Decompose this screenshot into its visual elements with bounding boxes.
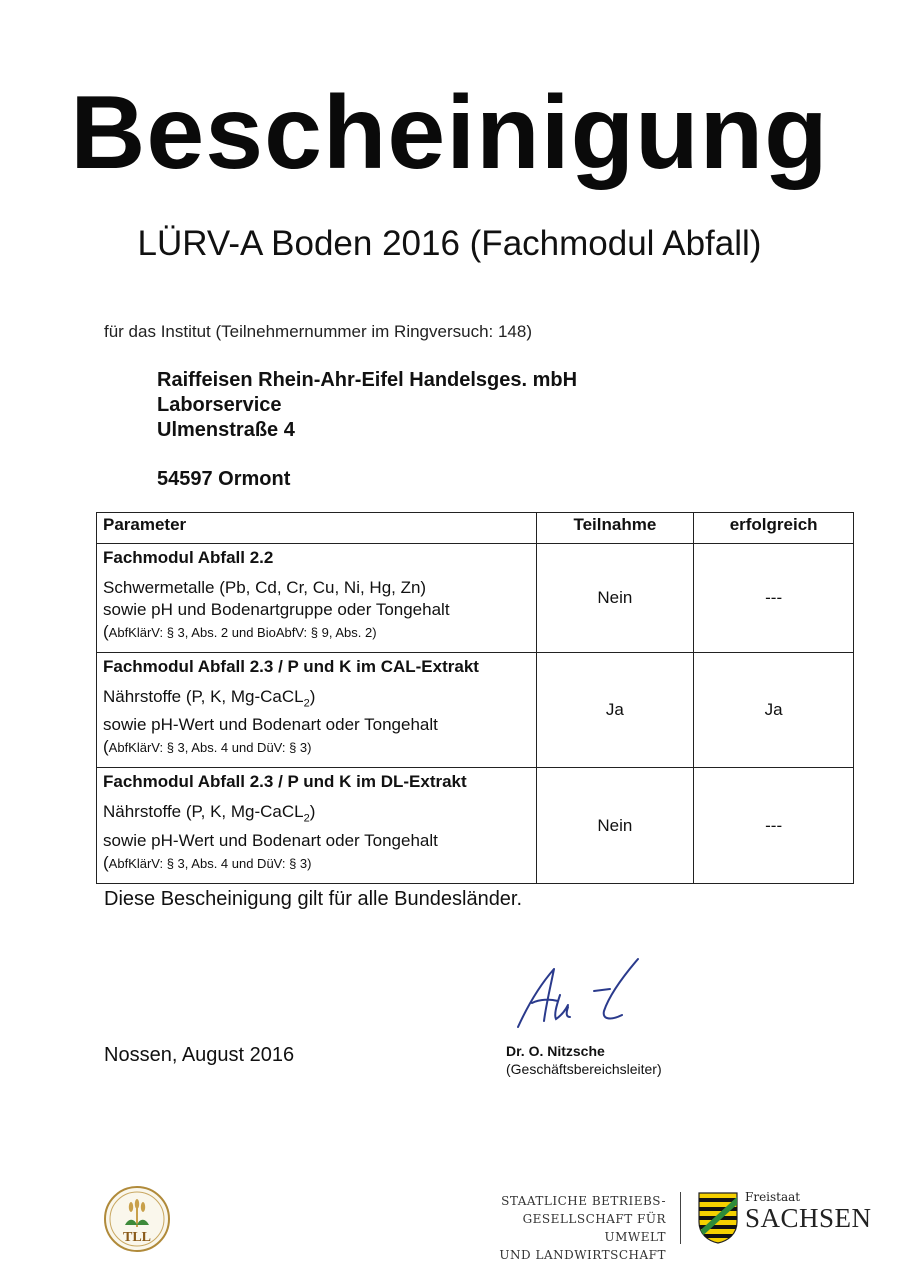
table-header-row [97, 513, 854, 544]
saxony-coat-of-arms-icon [698, 1192, 738, 1244]
parameter-cell [97, 653, 537, 768]
subscript: 2 [303, 697, 310, 710]
legal-reference: (AbfKlärV: § 3, Abs. 4 und DüV: § 3) [103, 852, 312, 872]
institute-city: 54597 Ormont [157, 468, 291, 490]
agency-line: STAATLICHE BETRIEBS- [501, 1194, 666, 1208]
legal-reference-text: AbfKlärV: § 3, Abs. 2 und BioAbfV: § 9, Abs. 2 [108, 625, 373, 640]
signer-name: Dr. O. Nitzsche [506, 1043, 605, 1059]
nutrient-text: Nährstoffe (P, K, Mg-CaCL [103, 687, 304, 706]
header-parameter: Parameter [97, 513, 537, 544]
table-row [97, 768, 854, 883]
agency-name [470, 1192, 666, 1264]
institute-name: Raiffeisen Rhein-Ahr-Eifel Handelsges. mbH [157, 369, 578, 391]
table-row [97, 544, 854, 653]
footer-divider [680, 1192, 681, 1244]
parameter-cell [97, 544, 537, 653]
header-erfolgreich: erfolgreich [694, 513, 854, 544]
agency-line: GESELLSCHAFT FÜR UMWELT [522, 1212, 666, 1244]
institute-street: Ulmenstraße 4 [157, 419, 295, 441]
document-subtitle: LÜRV-A Boden 2016 (Fachmodul Abfall) [137, 224, 762, 263]
participation-value: Nein [536, 768, 694, 883]
intro-text: für das Institut (Teilnehmernummer im Ringversuch: 148) [104, 322, 532, 341]
parameter-table [96, 512, 854, 884]
legal-reference-text: AbfKlärV: § 3, Abs. 4 und DüV: § 3 [108, 855, 308, 871]
nutrient-close: ) [309, 687, 316, 706]
handwritten-signature [510, 955, 650, 1035]
parameter-cell [97, 768, 537, 883]
parameter-line: sowie pH-Wert und Bodenart oder Tongehalt [103, 830, 438, 850]
signer-role: (Geschäftsbereichsleiter) [506, 1061, 662, 1077]
subscript: 2 [303, 812, 310, 825]
tll-logo-text: TLL [122, 1230, 152, 1245]
parameter-line [103, 801, 530, 829]
agency-line: UND LANDWIRTSCHAFT [499, 1248, 666, 1262]
tll-logo-icon [103, 1185, 171, 1253]
module-name: Fachmodul Abfall 2.3 / P und K im CAL-Extrakt [103, 657, 479, 676]
success-value: Ja [694, 653, 854, 768]
parameter-line: Schwermetalle (Pb, Cd, Cr, Cu, Ni, Hg, Zn) [103, 578, 427, 597]
participation-value: Ja [536, 653, 694, 768]
place-date: Nossen, August 2016 [104, 1044, 295, 1066]
legal-reference: (AbfKlärV: § 3, Abs. 2 und BioAbfV: § 9, Abs. 2) [103, 622, 377, 641]
parameter-line [103, 686, 530, 714]
table-row [97, 653, 854, 768]
legal-reference: (AbfKlärV: § 3, Abs. 4 und DüV: § 3) [103, 737, 312, 757]
module-name: Fachmodul Abfall 2.3 / P und K im DL-Extrakt [103, 772, 467, 792]
header-teilnahme: Teilnahme [536, 513, 694, 544]
legal-reference-text: AbfKlärV: § 3, Abs. 4 und DüV: § 3 [108, 740, 308, 756]
nutrient-text: Nährstoffe (P, K, Mg-CaCL [103, 802, 304, 822]
state-small-text: Freistaat [745, 1190, 801, 1204]
nutrient-close: ) [309, 802, 316, 822]
state-logo [745, 1190, 872, 1232]
document-title: Bescheinigung [70, 75, 829, 191]
signer-block [506, 1042, 662, 1078]
success-value: --- [694, 544, 854, 653]
institute-address [157, 368, 577, 492]
module-name: Fachmodul Abfall 2.2 [103, 548, 274, 567]
institute-department: Laborservice [157, 394, 282, 416]
participation-value: Nein [536, 544, 694, 653]
validity-statement: Diese Bescheinigung gilt für alle Bundesländer. [104, 888, 523, 910]
parameter-line: sowie pH und Bodenartgruppe oder Tongehalt [103, 600, 450, 619]
state-big-text: SACHSEN [745, 1203, 872, 1233]
success-value: --- [694, 768, 854, 883]
parameter-line: sowie pH-Wert und Bodenart oder Tongehalt [103, 715, 438, 735]
